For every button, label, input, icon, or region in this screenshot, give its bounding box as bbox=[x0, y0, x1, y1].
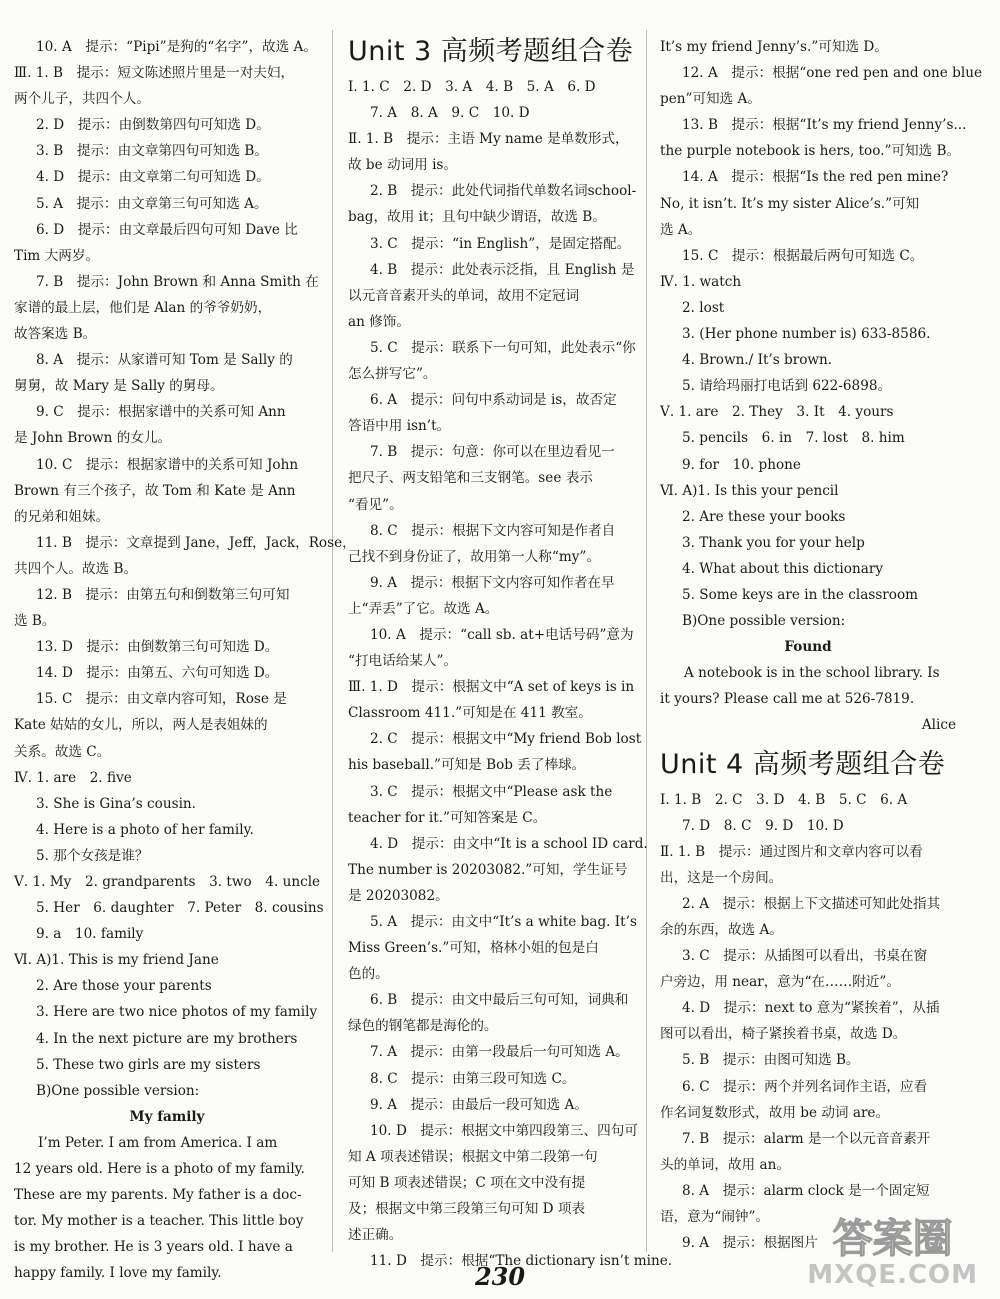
answer-line: Ⅳ. 1. watch bbox=[660, 273, 742, 290]
answer-line: 3. (Her phone number is) 633-8586. bbox=[682, 326, 931, 343]
answer-line: Tim 大两岁。 bbox=[14, 247, 100, 264]
answer-line: 15. C 提示：根据最后两句可知选 C。 bbox=[682, 247, 924, 264]
answer-line: 7. A 提示：由第一段最后一句可知选 A。 bbox=[370, 1044, 629, 1061]
answer-line: is my brother. He is 3 years old. I have a bbox=[14, 1239, 293, 1256]
answer-line: 4. What about this dictionary bbox=[682, 560, 883, 577]
answer-line: 语，意为“闹钟”。 bbox=[660, 1209, 770, 1226]
answer-line: 5. 请给玛丽打电话到 622-6898。 bbox=[682, 378, 892, 395]
answer-line: 2. Are these your books bbox=[682, 508, 846, 525]
answer-line: Ⅴ. 1. My 2. grandparents 3. two 4. uncle bbox=[14, 874, 321, 890]
answer-line: 9. A 提示：根据下文内容可知作者在早 bbox=[370, 574, 615, 591]
answer-line: 13. B 提示：根据“It’s my friend Jenny’s... bbox=[682, 117, 967, 134]
answer-line: 4. Brown./ It’s brown. bbox=[682, 352, 833, 369]
answer-line: 11. B 提示：文章提到 Jane，Jeff，Jack，Rose， bbox=[36, 534, 356, 551]
answer-line: Brown 有三个孩子，故 Tom 和 Kate 是 Ann bbox=[14, 482, 296, 499]
answer-line: 5. pencils 6. in 7. lost 8. him bbox=[682, 430, 905, 447]
answer-line: 4. D 提示：next to 意为“紧挨着”，从插 bbox=[682, 1000, 940, 1017]
answer-line: 15. C 提示：由文章内容可知，Rose 是 bbox=[36, 691, 287, 708]
answer-line: 及；根据文中第三段第三句可知 D 项表 bbox=[348, 1201, 586, 1218]
answer-line: Ⅵ. A)1. Is this your pencil bbox=[660, 482, 839, 499]
answer-line: 9. a 10. family bbox=[36, 926, 144, 943]
answer-line: 舅舅，故 Mary 是 Sally 的舅母。 bbox=[14, 378, 224, 395]
unit3-title: Unit 3 高频考题组合卷 bbox=[348, 36, 634, 67]
answer-line: 8. C 提示：根据下文内容可知是作者自 bbox=[370, 522, 616, 539]
answer-line: 选 A。 bbox=[660, 221, 702, 238]
answer-line: 6. B 提示：由文中最后三句可知，词典和 bbox=[370, 992, 629, 1009]
answer-line: 关系。故选 C。 bbox=[14, 743, 111, 760]
answer-line: 8. C 提示：由第三段可知选 C。 bbox=[370, 1070, 576, 1087]
answer-line: bag，故用 it；且句中缺少谓语，故选 B。 bbox=[348, 209, 606, 226]
answer-line: 选 B。 bbox=[14, 613, 56, 630]
answer-line: the purple notebook is hers, too.”可知选 B。 bbox=[660, 143, 961, 160]
answer-line: 7. A 8. A 9. C 10. D bbox=[370, 105, 530, 122]
watermark-logo: 答案圈 bbox=[832, 1216, 953, 1262]
answer-line: 3. C 提示：“in English”，是固定搭配。 bbox=[370, 235, 631, 252]
answer-line: 9. C 提示：根据家谱中的关系可知 Ann bbox=[36, 404, 286, 421]
answer-line: 共四个人。故选 B。 bbox=[14, 560, 138, 577]
answer-line: 9. A 提示：由最后一段可知选 A。 bbox=[370, 1096, 588, 1113]
answer-line: B)One possible version: bbox=[682, 613, 846, 630]
answer-line: his baseball.”可知是 Bob 丢了棒球。 bbox=[348, 757, 586, 774]
answer-line: Ⅰ. 1. B 2. C 3. D 4. B 5. C 6. A bbox=[660, 791, 908, 808]
answer-line: 5. These two girls are my sisters bbox=[36, 1056, 261, 1073]
answer-line: 故答案选 B。 bbox=[14, 326, 97, 343]
answer-line: 知 A 项表述错误；根据文中第二段第一句 bbox=[348, 1148, 598, 1165]
column-middle bbox=[348, 34, 673, 1274]
answer-line: 4. In the next picture are my brothers bbox=[36, 1030, 298, 1047]
answer-line: 7. B 提示：句意：你可以在里边看见一 bbox=[370, 444, 615, 461]
answer-line: Ⅵ. A)1. This is my friend Jane bbox=[14, 952, 219, 969]
answer-line: 绿色的钢笔都是海伦的。 bbox=[348, 1018, 498, 1035]
answer-line: 是 John Brown 的女儿。 bbox=[14, 430, 172, 447]
column-divider bbox=[646, 30, 647, 1252]
answer-line: Ⅱ. 1. B 提示：通过图片和文章内容可以看 bbox=[660, 843, 923, 860]
answer-line: My family bbox=[129, 1108, 205, 1125]
answer-line: 两个儿子，共四个人。 bbox=[14, 91, 150, 108]
answer-line: 答语中用 isn’t。 bbox=[348, 418, 451, 435]
answer-line: 以元音音素开头的单词，故用不定冠词 bbox=[348, 287, 580, 304]
answer-line: 3. Thank you for your help bbox=[682, 534, 865, 551]
answer-line: 5. Her 6. daughter 7. Peter 8. cousins bbox=[36, 900, 324, 917]
answer-line: it yours? Please call me at 526-7819. bbox=[660, 691, 915, 708]
answer-line: 5. Some keys are in the classroom bbox=[682, 586, 919, 603]
answer-line: 户旁边，用 near，意为“在……附近”。 bbox=[660, 974, 900, 991]
answer-line: Ⅲ. 1. D 提示：根据文中“A set of keys is in bbox=[348, 679, 635, 696]
answer-line: 7. B 提示：alarm 是一个以元音音素开 bbox=[682, 1130, 931, 1147]
answer-line: tor. My mother is a teacher. This little boy bbox=[14, 1213, 304, 1230]
answer-line: 4. D 提示：由文中“It is a school ID card. bbox=[370, 835, 648, 852]
answer-line: “看见”。 bbox=[348, 496, 403, 513]
answer-line: No, it isn’t. It’s my sister Alice’s.”可知 bbox=[660, 195, 920, 212]
answer-line: 8. A 提示：从家谱可知 Tom 是 Sally 的 bbox=[36, 352, 293, 369]
column-right bbox=[660, 34, 982, 1256]
column-divider bbox=[332, 30, 333, 1252]
watermark-url: MXQE.COM bbox=[807, 1260, 978, 1290]
answer-line: 5. 那个女孩是谁？ bbox=[36, 847, 149, 864]
column-left bbox=[14, 34, 356, 1287]
answer-line: Ⅱ. 1. B 提示：主语 My name 是单数形式， bbox=[348, 131, 629, 148]
answer-line: B)One possible version: bbox=[36, 1082, 200, 1099]
answer-line: 7. D 8. C 9. D 10. D bbox=[682, 817, 844, 834]
answer-line: 图可以看出，椅子紧挨着书桌，故选 D。 bbox=[660, 1026, 907, 1043]
answer-line: 13. D 提示：由倒数第三句可知选 D。 bbox=[36, 639, 279, 656]
answer-line: Miss Green’s.”可知，格林小姐的包是白 bbox=[348, 940, 599, 957]
answer-line: Ⅳ. 1. are 2. five bbox=[14, 769, 132, 786]
answer-line: 余的东西，故选 A。 bbox=[660, 922, 783, 938]
answer-line: 14. A 提示：根据“Is the red pen mine? bbox=[682, 169, 949, 186]
answer-line: 12. B 提示：由第五句和倒数第三句可知 bbox=[36, 586, 290, 603]
answer-line: Alice bbox=[921, 717, 956, 734]
answer-line: 12 years old. Here is a photo of my family. bbox=[14, 1161, 305, 1178]
answer-line: 4. Here is a photo of her family. bbox=[36, 821, 254, 838]
answer-line: 8. A 提示：alarm clock 是一个固定短 bbox=[682, 1182, 930, 1199]
answer-line: 头的单词，故用 an。 bbox=[660, 1156, 790, 1173]
answer-line: teacher for it.”可知答案是 C。 bbox=[348, 809, 547, 826]
answer-line: 5. A 提示：由文章第三句可知选 A。 bbox=[36, 195, 268, 212]
page-number: 230 bbox=[474, 1262, 526, 1291]
answer-line: 10. A 提示：“call sb. at+电话号码”意为 bbox=[370, 626, 634, 643]
answer-line: 7. B 提示：John Brown 和 Anna Smith 在 bbox=[36, 273, 319, 290]
answer-line: 是 20203082。 bbox=[348, 887, 449, 904]
answer-line: 5. A 提示：由文中“It’s a white bag. It’s bbox=[370, 914, 637, 930]
answer-line: 出，这是一个房间。 bbox=[660, 869, 783, 886]
answer-line: 14. D 提示：由第五、六句可知选 D。 bbox=[36, 665, 279, 682]
answer-line: 上“弄丢”了它。故选 A。 bbox=[348, 600, 499, 617]
answer-line: Kate 姑姑的女儿，所以，两人是表姐妹的 bbox=[14, 717, 268, 734]
answer-line: 6. D 提示：由文章最后四句可知 Dave 比 bbox=[36, 221, 298, 238]
answer-line: 2. Are those your parents bbox=[36, 978, 212, 995]
answer-line: 述正确。 bbox=[348, 1227, 403, 1244]
answer-line: 故 be 动词用 is。 bbox=[348, 157, 458, 174]
answer-line: 2. C 提示：根据文中“My friend Bob lost bbox=[370, 731, 642, 748]
answer-line: 3. C 提示：根据文中“Please ask the bbox=[370, 783, 613, 800]
answer-line: happy family. I love my family. bbox=[14, 1265, 222, 1282]
answer-line: 5. C 提示：联系下一句可知，此处表示“你 bbox=[370, 339, 636, 356]
answer-line: 3. B 提示：由文章第四句可知选 B。 bbox=[36, 143, 268, 160]
answer-line: “打电话给某人”。 bbox=[348, 653, 458, 670]
answer-line: These are my parents. My father is a doc- bbox=[14, 1187, 302, 1204]
answer-line: Ⅰ. 1. C 2. D 3. A 4. B 5. A 6. D bbox=[348, 79, 596, 95]
answer-line: 2. B 提示：此处代词指代单数名词school- bbox=[370, 183, 637, 200]
answer-line: Found bbox=[784, 639, 832, 656]
answer-line: Classroom 411.”可知是在 411 教室。 bbox=[348, 705, 592, 722]
answer-line: 2. lost bbox=[682, 299, 725, 316]
answer-line: A notebook is in the school library. Is bbox=[684, 665, 940, 682]
answer-line: 3. Here are two nice photos of my family bbox=[36, 1004, 318, 1021]
answer-line: 6. A 提示：问句中系动词是 is，故否定 bbox=[370, 392, 617, 409]
answer-line: 10. C 提示：根据家谱中的关系可知 John bbox=[36, 456, 299, 473]
answer-line: 10. A 提示：“Pipi”是狗的“名字”，故选 A。 bbox=[36, 39, 317, 55]
answer-line: 可知 B 项表述错误；C 项在文中没有提 bbox=[348, 1174, 586, 1191]
answer-line: 9. for 10. phone bbox=[682, 456, 801, 473]
answer-line: an 修饰。 bbox=[348, 313, 410, 330]
answer-line: The number is 20203082.”可知，学生证号 bbox=[348, 861, 628, 878]
answer-line: 9. A 提示：根据图片 bbox=[682, 1235, 818, 1252]
answer-line: 2. A 提示：根据上下文描述可知此处指其 bbox=[682, 895, 941, 912]
answer-line: 4. B 提示：此处表示泛指，且 English 是 bbox=[370, 261, 635, 278]
answer-line: 10. D 提示：根据文中第四段第三、四句可 bbox=[370, 1122, 638, 1139]
answer-line: 3. C 提示：从插图可以看出，书桌在窗 bbox=[682, 948, 928, 965]
watermark bbox=[807, 1217, 978, 1289]
answer-line: I’m Peter. I am from America. I am bbox=[38, 1134, 278, 1151]
unit4-title: Unit 4 高频考题组合卷 bbox=[660, 748, 946, 780]
answer-line: 己找不到身份证了，故用第一人称“my”。 bbox=[348, 548, 600, 565]
answer-line: 的兄弟和姐妹。 bbox=[14, 508, 110, 525]
answer-line: 3. She is Gina’s cousin. bbox=[36, 795, 197, 812]
answer-line: 2. D 提示：由倒数第四句可知选 D。 bbox=[36, 117, 270, 134]
answer-line: pen”可知选 A。 bbox=[660, 91, 761, 108]
answer-line: 5. B 提示：由图可知选 B。 bbox=[682, 1052, 860, 1069]
answer-line: Ⅲ. 1. B 提示：短文陈述照片里是一对夫妇， bbox=[14, 65, 295, 82]
answer-line: 11. D 提示：根据“The dictionary isn’t mine. bbox=[370, 1253, 673, 1270]
answer-line: 色的。 bbox=[348, 966, 389, 983]
answer-line: Ⅴ. 1. are 2. They 3. It 4. yours bbox=[660, 404, 894, 421]
answer-line: 4. D 提示：由文章第二句可知选 D。 bbox=[36, 169, 270, 186]
answer-line: 12. A 提示：根据“one red pen and one blue bbox=[682, 65, 982, 82]
answer-line: 6. C 提示：两个并列名词作主语，应看 bbox=[682, 1078, 928, 1095]
answer-line: 把尺子、两支铅笔和三支钢笔。see 表示 bbox=[348, 470, 593, 487]
answer-line: 怎么拼写它”。 bbox=[348, 366, 437, 383]
answer-line: 作名词复数形式，故用 be 动词 are。 bbox=[660, 1104, 890, 1121]
answer-line: 家谱的最上层，他们是 Alan 的爷爷奶奶， bbox=[14, 299, 272, 316]
answer-line: It’s my friend Jenny’s.”可知选 D。 bbox=[660, 39, 888, 55]
